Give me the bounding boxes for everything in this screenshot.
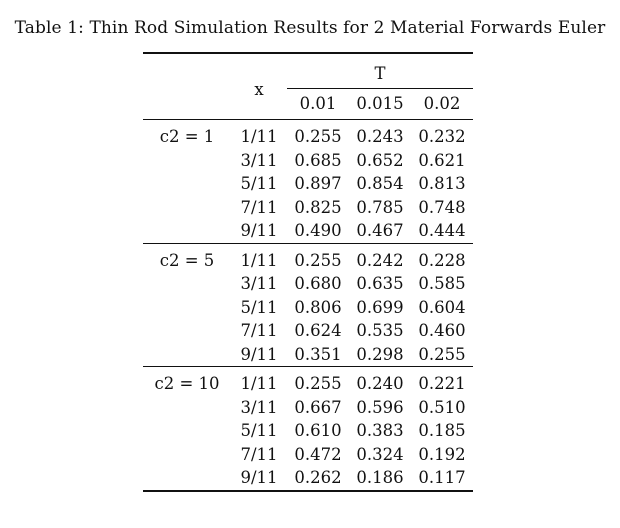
group-label <box>143 272 231 296</box>
group-label <box>143 319 231 343</box>
results-table-container <box>143 52 473 496</box>
value-cell: 0.610 <box>294 421 342 440</box>
group-label: c2 = 1 <box>159 127 215 146</box>
value-cell: 0.854 <box>356 174 404 193</box>
group-label <box>143 466 231 491</box>
x-cell: 7/11 <box>240 444 278 464</box>
value-cell: 0.535 <box>356 321 404 340</box>
value-cell: 0.192 <box>418 444 466 464</box>
value-cell: 0.242 <box>356 250 404 270</box>
x-cell: 3/11 <box>240 150 278 170</box>
value-cell: 0.510 <box>418 397 466 417</box>
x-cell: 1/11 <box>240 374 278 393</box>
value-cell: 0.255 <box>294 127 342 146</box>
value-cell: 0.351 <box>294 344 342 364</box>
value-cell: 0.324 <box>356 444 404 464</box>
value-cell: 0.621 <box>418 150 466 170</box>
table-row <box>143 319 473 343</box>
value-cell: 0.185 <box>418 421 466 440</box>
value-cell: 0.652 <box>356 150 404 170</box>
x-cell: 5/11 <box>240 174 278 193</box>
value-cell: 0.699 <box>356 297 404 317</box>
x-cell: 9/11 <box>240 344 278 364</box>
value-cell: 0.748 <box>418 197 466 217</box>
value-cell: 0.467 <box>356 221 404 240</box>
table-row <box>143 396 473 420</box>
value-cell: 0.444 <box>418 221 466 240</box>
table-row <box>143 149 473 173</box>
group-label <box>143 219 231 243</box>
group-header-empty <box>143 60 231 120</box>
value-cell: 0.221 <box>418 374 466 393</box>
table-body <box>143 120 473 496</box>
table-row <box>143 372 473 396</box>
table-row <box>143 249 473 273</box>
group-label <box>143 419 231 443</box>
t-value-header: 0.01 <box>299 94 337 113</box>
value-cell: 0.255 <box>294 250 342 270</box>
value-cell: 0.490 <box>294 221 342 240</box>
table-caption: Table 1: Thin Rod Simulation Results for 2 Material Forwards Euler <box>14 18 606 38</box>
value-cell: 0.243 <box>356 127 404 146</box>
x-cell: 3/11 <box>240 397 278 417</box>
value-cell: 0.186 <box>356 468 404 487</box>
table-row <box>143 172 473 196</box>
table-row <box>143 296 473 320</box>
group-label: c2 = 10 <box>154 374 220 393</box>
x-cell: 7/11 <box>240 197 278 217</box>
value-cell: 0.262 <box>294 468 342 487</box>
x-column-header: x <box>254 79 264 99</box>
value-cell: 0.585 <box>418 274 466 293</box>
table-row <box>143 419 473 443</box>
value-cell: 0.667 <box>294 397 342 417</box>
group-label <box>143 149 231 173</box>
x-cell: 3/11 <box>240 274 278 293</box>
value-cell: 0.240 <box>356 374 404 393</box>
value-cell: 0.825 <box>294 197 342 217</box>
value-cell: 0.624 <box>294 321 342 340</box>
group-label <box>143 172 231 196</box>
value-cell: 0.813 <box>418 174 466 193</box>
table-row <box>143 343 473 367</box>
group-label <box>143 343 231 367</box>
group-label <box>143 296 231 320</box>
table-row <box>143 125 473 149</box>
value-cell: 0.383 <box>356 421 404 440</box>
value-cell: 0.596 <box>356 397 404 417</box>
value-cell: 0.604 <box>418 297 466 317</box>
value-cell: 0.685 <box>294 150 342 170</box>
t-column-header: T <box>287 60 473 89</box>
results-table <box>143 52 473 496</box>
value-cell: 0.255 <box>418 344 466 364</box>
value-cell: 0.472 <box>294 444 342 464</box>
group-label <box>143 396 231 420</box>
x-cell: 1/11 <box>240 127 278 146</box>
value-cell: 0.228 <box>418 250 466 270</box>
value-cell: 0.680 <box>294 274 342 293</box>
table-bottom-rule <box>143 491 473 496</box>
x-cell: 5/11 <box>240 421 278 440</box>
value-cell: 0.897 <box>294 174 342 193</box>
value-cell: 0.232 <box>418 127 466 146</box>
table-row <box>143 443 473 467</box>
x-cell: 9/11 <box>240 221 278 240</box>
value-cell: 0.635 <box>356 274 404 293</box>
value-cell: 0.117 <box>418 468 466 487</box>
x-cell: 7/11 <box>240 321 278 340</box>
value-cell: 0.460 <box>418 321 466 340</box>
table-row <box>143 272 473 296</box>
group-label: c2 = 5 <box>159 250 215 270</box>
x-cell: 1/11 <box>240 250 278 270</box>
group-label <box>143 196 231 220</box>
value-cell: 0.298 <box>356 344 404 364</box>
table-row <box>143 219 473 243</box>
value-cell: 0.255 <box>294 374 342 393</box>
table-row <box>143 196 473 220</box>
t-value-header: 0.015 <box>356 94 404 113</box>
table-row <box>143 466 473 491</box>
t-value-header: 0.02 <box>423 94 461 113</box>
value-cell: 0.785 <box>356 197 404 217</box>
x-cell: 5/11 <box>240 297 278 317</box>
x-cell: 9/11 <box>240 468 278 487</box>
value-cell: 0.806 <box>294 297 342 317</box>
group-label <box>143 443 231 467</box>
